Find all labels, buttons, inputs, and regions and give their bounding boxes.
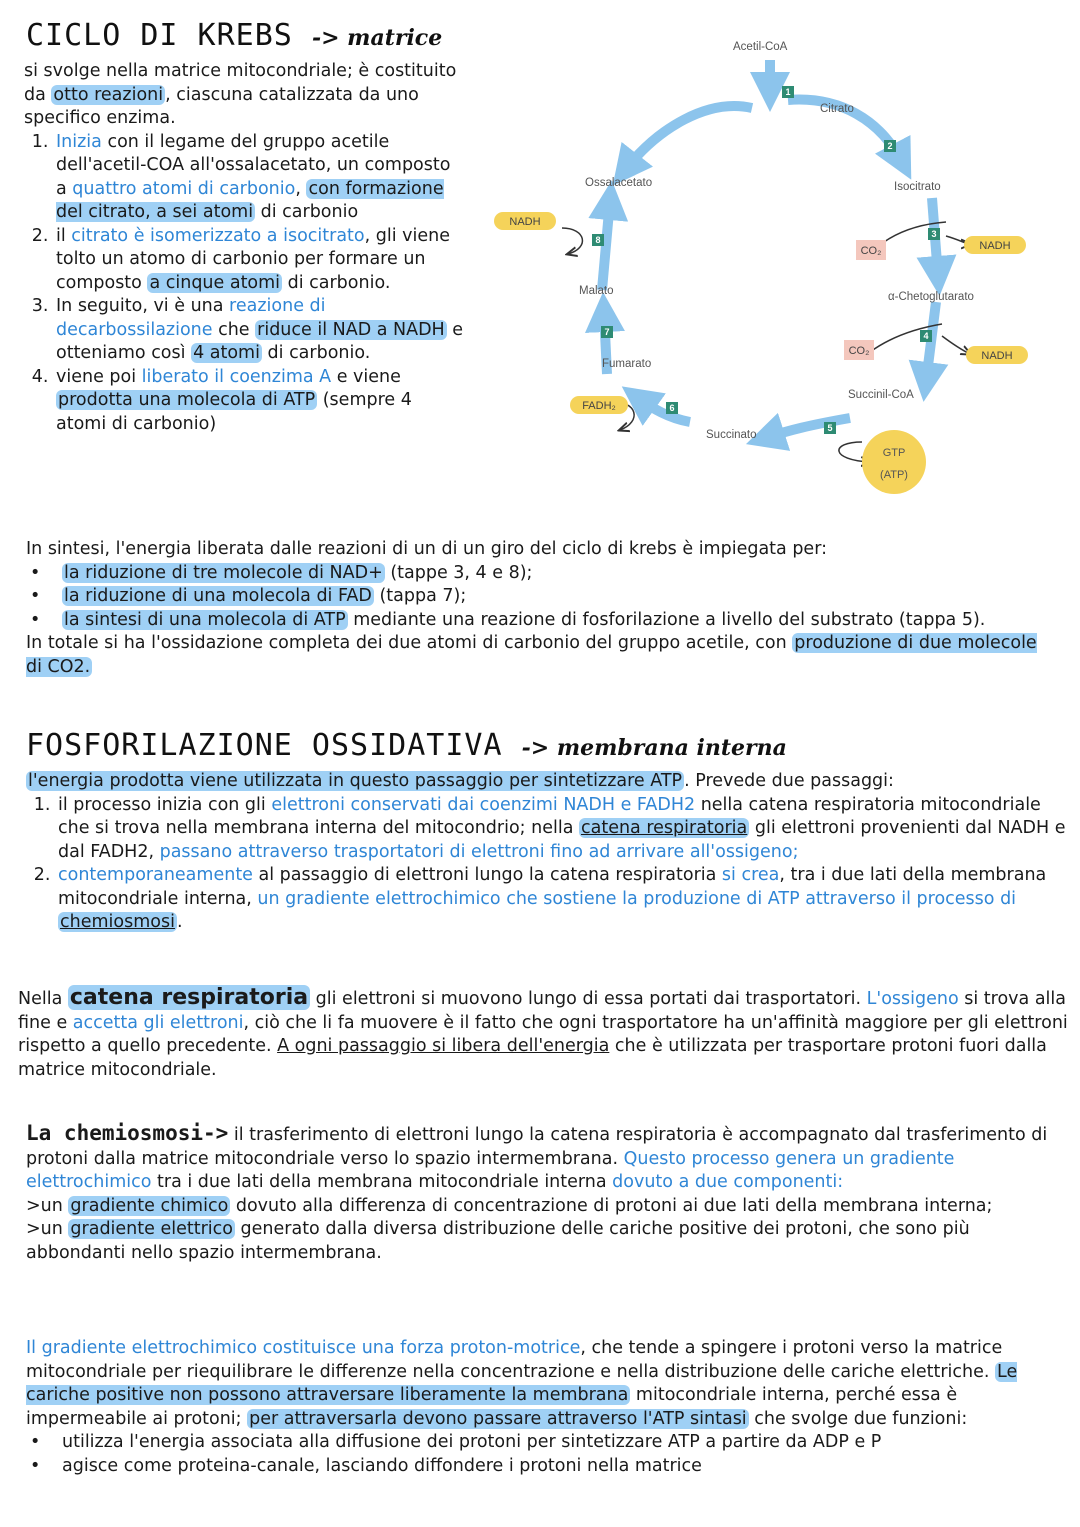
co2-badge-3: CO₂: [860, 245, 882, 257]
label-fumarato: Fumarato: [602, 358, 652, 370]
atp-sintasi-functions: [26, 1431, 1066, 1478]
fadh2-badge: FADH₂: [582, 400, 616, 412]
krebs-cycle-diagram: [490, 30, 1050, 510]
step-8: 8: [595, 235, 601, 245]
atp-label: (ATP): [880, 469, 908, 481]
entry-left-arrow: [625, 106, 752, 170]
synthesis-item-1: • la riduzione di tre molecole di NAD+ (tappe 3, 4 e 8);: [62, 562, 1056, 586]
label-malato: Malato: [579, 285, 614, 297]
nadh-badge-3: NADH: [979, 240, 1011, 252]
chemiosmosi-intro: La chemiosmosi-> il trasferimento di elettroni lungo la catena respiratoria è accompagnato dal trasferimento di protoni dalla matrice mitocondriale verso lo spazio intermembrana. Questo processo genera un gradiente elettrochimico tra i due lati della membrana mitocondriale interna dovuto a due componenti:: [26, 1121, 1048, 1192]
nadh-badge-4: NADH: [981, 350, 1013, 362]
atp-sintasi-function-2: • agisce come proteina-canale, lasciando diffondere i protoni nella matrice: [62, 1455, 1066, 1479]
krebs-step-4: 4. viene poi liberato il coenzima A e viene prodotta una molecola di ATP (sempre 4 atomi di carbonio): [54, 366, 464, 437]
cycle-arrows: [602, 60, 938, 438]
krebs-title: [26, 18, 442, 53]
synthesis-total: In totale si ha l'ossidazione completa dei due atomi di carbonio del gruppo acetile, con produzione di due molecole di CO2.: [26, 633, 1037, 677]
fosforilazione-step-1: 1. il processo inizia con gli elettroni conservati dai coenzimi NADH e FADH2 nella catena respiratoria mitocondriale che si trova nella membrana interna del mitocondrio; nella catena respiratoria gli elettroni provenienti dal NADH e dal FADH2, passano attraverso trasportatori di elettroni fino ad arrivare all'ossigeno;: [56, 794, 1071, 865]
cofactor-badges: [494, 212, 1028, 494]
fosforilazione-title-text: FOSFORILAZIONE OSSIDATIVA: [26, 728, 503, 763]
co2-badge-4: CO₂: [848, 345, 870, 357]
synthesis-list: [26, 562, 1056, 633]
label-succinil: Succinil-CoA: [848, 389, 914, 401]
label-acetil: Acetil-CoA: [733, 41, 788, 53]
krebs-step-3: 3. In seguito, vi è una reazione di decarbossilazione che riduce il NAD a NADH e otteniamo così 4 atomi di carbonio.: [54, 295, 464, 366]
fosforilazione-description: [26, 770, 1071, 935]
step-5: 5: [827, 423, 833, 433]
side-reaction-arrows: [562, 222, 970, 462]
label-succinato: Succinato: [706, 429, 757, 441]
label-cheto: α-Chetoglutarato: [888, 291, 974, 303]
step-4: 4: [923, 331, 929, 341]
krebs-location: -> matrice: [311, 25, 443, 51]
step-7: 7: [604, 327, 610, 337]
krebs-description: [24, 60, 464, 436]
nadh-badge-8: NADH: [509, 216, 541, 228]
krebs-step-1: 1. Inizia con il legame del gruppo acetile dell'acetil-COA all'ossalacetato, un composto a quattro atomi di carbonio, con formazione del citrato, a sei atomi di carbonio: [54, 131, 464, 225]
label-ossalacetato: Ossalacetato: [585, 177, 653, 189]
label-isocitrato: Isocitrato: [894, 181, 941, 193]
fosforilazione-step-2: 2. contemporaneamente al passaggio di elettroni lungo la catena respiratoria si crea, tra i due lati della membrana mitocondriale interna, un gradiente elettrochimico che sostiene la produzione di ATP attraverso il processo di chemiosmosi .: [56, 864, 1071, 935]
step-6: 6: [669, 403, 675, 413]
catena-respiratoria-paragraph: Nella catena respiratoria gli elettroni si muovono lungo di essa portati dai trasportatori. L'ossigeno si trova alla fine e accetta gli elettroni, ciò che li fa muovere è il fatto che ogni trasportatore ha un'affinità maggiore per gli elettroni rispetto a quello precedente. A ogni passaggio si libera dell'energia che è utilizzata per trasportare protoni fuori dalla matrice mitocondriale.: [18, 985, 1068, 1080]
krebs-title-text: CICLO DI KREBS: [26, 18, 293, 53]
step-1: 1: [785, 87, 791, 97]
krebs-intro: si svolge nella matrice mitocondriale; è costituito da otto reazioni , ciascuna catalizzata da uno specifico enzima.: [24, 61, 457, 128]
krebs-step-2: 2. il citrato è isomerizzato a isocitrato, gli viene tolto un atomo di carbonio per formare un composto a cinque atomi di carbonio.: [54, 225, 464, 296]
krebs-steps: [24, 131, 464, 437]
fosforilazione-location: -> membrana interna: [521, 735, 787, 761]
fosforilazione-steps: [26, 794, 1071, 935]
synthesis-item-3: • la sintesi di una molecola di ATP mediante una reazione di fosforilazione a livello del substrato (tappa 5).: [62, 609, 1056, 633]
synthesis-item-2: • la riduzione di una molecola di FAD (tappa 7);: [62, 585, 1056, 609]
gradiente-paragraph: Il gradiente elettrochimico costituisce una forza proton-motrice, che tende a spingere i protoni verso la matrice mitocondriale per riequilibrare le differenze nella concentrazione e nella distribuzione delle cariche elettriche. Le cariche positive non possono attraversare liberamente la membrana mitocondriale interna, perché essa è impermeabile ai protoni; per attraversarla devono passare attraverso l'ATP sintasi che svolge due funzioni:: [26, 1338, 1018, 1429]
arrow-step-6: [638, 398, 690, 422]
label-citrato: Citrato: [820, 103, 854, 115]
fosforilazione-intro: l'energia prodotta viene utilizzata in questo passaggio per sintetizzare ATP . Prevede due passaggi:: [28, 771, 894, 791]
synthesis-intro: In sintesi, l'energia liberata dalle reazioni di un di un giro del ciclo di krebs è impiegata per:: [26, 539, 827, 559]
gradiente-section: [26, 1337, 1066, 1478]
step-3: 3: [931, 229, 937, 239]
gradiente-chimico-item: >un gradiente chimico dovuto alla differenza di concentrazione di protoni ai due lati della membrana interna;: [26, 1195, 993, 1216]
gtp-label: GTP: [882, 447, 906, 459]
fosforilazione-title: [26, 728, 787, 763]
arrow-step-5: [765, 418, 850, 438]
step-2: 2: [887, 141, 893, 151]
chemiosmosi-section: [26, 1122, 1066, 1265]
gradiente-elettrico-item: >un gradiente elettrico generato dalla diversa distribuzione delle cariche positive dei protoni, che sono più abbondanti nello spazio intermembrana.: [26, 1219, 970, 1263]
metabolite-labels: [579, 41, 974, 441]
krebs-synthesis: [26, 538, 1056, 679]
atp-sintasi-function-1: • utilizza l'energia associata alla diffusione dei protoni per sintetizzare ATP a partire da ADP e P: [62, 1431, 1066, 1455]
